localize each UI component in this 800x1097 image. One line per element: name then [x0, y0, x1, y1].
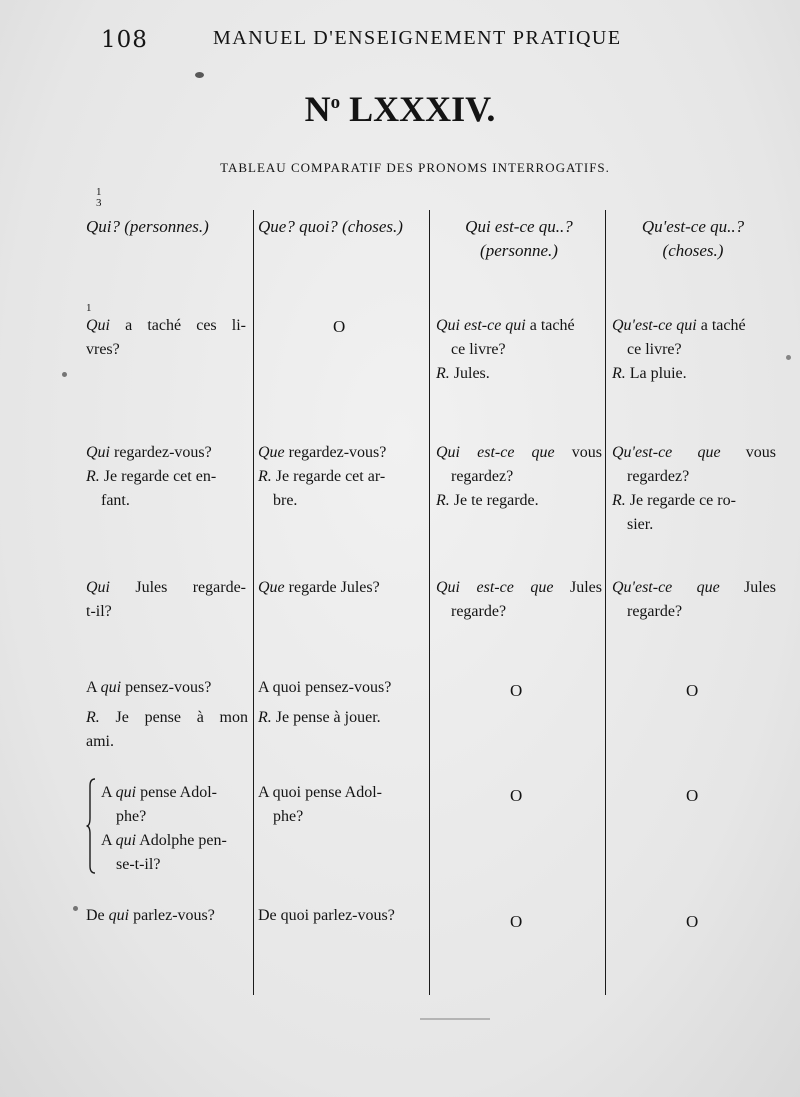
pronoun: qui: [115, 832, 137, 849]
table-cell: [612, 576, 776, 624]
empty-marker: O: [686, 681, 699, 700]
answer-text: Je pense à mon: [115, 709, 248, 726]
table-cell: [436, 576, 602, 624]
cell-line: t-il?: [86, 603, 112, 620]
cell-line: A quoi pense Adol-: [258, 784, 382, 801]
cell-line: [86, 706, 248, 730]
cell-text: a taché ces li-: [125, 317, 246, 334]
cell-line: [436, 314, 601, 338]
cell-text: parlez-vous?: [133, 907, 215, 924]
empty-marker: O: [686, 786, 699, 805]
table-cell: [436, 441, 602, 513]
table-cell: [101, 781, 248, 877]
answer-text: Je regarde cet ar-: [275, 468, 386, 485]
column-header-que-quoi: [258, 215, 428, 239]
cell-text: regardez-vous?: [288, 444, 387, 461]
cell-line: [258, 441, 428, 465]
cell-line: ce livre?: [627, 341, 682, 358]
cell-line: regarde?: [451, 603, 507, 620]
table-cell: [436, 314, 601, 386]
cell-line: [258, 706, 428, 730]
cell-line: phe?: [116, 808, 147, 825]
column-rule: [429, 210, 430, 995]
answer-mark: R.: [258, 468, 272, 485]
cell-text: De: [86, 907, 105, 924]
ink-speck: [786, 355, 791, 360]
cell-line: [101, 781, 248, 805]
table-cell: [86, 676, 248, 754]
answer-text: La pluie.: [629, 365, 687, 382]
pronoun: Qui est-ce que: [436, 444, 555, 461]
answer-mark: R.: [436, 492, 450, 509]
column-rule: [605, 210, 606, 995]
cell-text: A: [101, 832, 112, 849]
pronoun: Qui: [86, 444, 110, 461]
table-cell: [258, 441, 428, 513]
cell-line: regardez?: [627, 468, 690, 485]
table-cell: [86, 314, 246, 362]
cell-text: Jules regarde-: [135, 579, 246, 596]
cell-line: [258, 465, 428, 489]
answer-text: Je te regarde.: [453, 492, 539, 509]
section-number: [0, 88, 800, 130]
pronoun: Qu'est-ce qui: [612, 317, 697, 334]
cell-line: [612, 489, 776, 513]
footnote-fraction: [96, 187, 102, 209]
cell-line: [436, 362, 601, 386]
cell-text: regarde Jules?: [288, 579, 380, 596]
section-prefix: N: [304, 89, 331, 129]
answer-text: Je regarde ce ro-: [629, 492, 736, 509]
answer-text: Je pense à jouer.: [275, 709, 381, 726]
brace-icon: [86, 778, 96, 874]
cell-line: [86, 441, 248, 465]
pronoun: Que: [258, 579, 285, 596]
column-header-qu-est-ce: [612, 215, 774, 263]
cell-text: Adolphe pen-: [139, 832, 227, 849]
cell-line: phe?: [273, 808, 304, 825]
pronoun: Qui: [86, 579, 110, 596]
pronoun: Qui est-ce que: [436, 579, 554, 596]
cell-line: vres?: [86, 341, 120, 358]
column-header-line: Qui? (personnes.): [86, 217, 209, 236]
answer-mark: R.: [612, 492, 626, 509]
fraction-numerator: 1: [96, 186, 102, 198]
cell-line: [436, 441, 602, 465]
answer-text: Jules.: [453, 365, 490, 382]
cell-text: A: [101, 784, 112, 801]
empty-marker: O: [686, 912, 699, 931]
empty-marker: O: [333, 317, 346, 336]
cell-line: [86, 465, 248, 489]
fraction-denominator: 3: [96, 197, 102, 209]
section-roman: LXXXIV.: [349, 89, 496, 129]
empty-marker: O: [510, 912, 523, 931]
ink-speck: [73, 906, 78, 911]
pronoun: qui: [115, 784, 137, 801]
cell-text: A: [86, 679, 97, 696]
table-cell: [612, 314, 777, 386]
answer-text: Je regarde cet en-: [103, 468, 217, 485]
cell-line: regardez?: [451, 468, 514, 485]
table-title: TABLEAU COMPARATIF DES PRONOMS INTERROGATIFS.: [220, 160, 610, 175]
answer-mark: R.: [436, 365, 450, 382]
bleed-through-line: [420, 1018, 490, 1020]
pronoun: qui: [108, 907, 130, 924]
table-cell: [258, 781, 428, 829]
cell-line: [612, 314, 777, 338]
page-number: 108: [101, 27, 148, 53]
cell-text: vous: [571, 444, 603, 461]
answer-mark: R.: [258, 709, 272, 726]
column-header-line: Qui est-ce qu..?: [465, 217, 573, 236]
cell-text: Jules: [744, 579, 776, 596]
empty-marker: O: [510, 681, 523, 700]
column-header-line: Qu'est-ce qu..?: [641, 217, 745, 236]
table-cell: [86, 576, 246, 624]
ink-speck: [195, 72, 204, 78]
cell-text: a taché: [529, 317, 575, 334]
cell-line: [612, 441, 776, 465]
pronoun: Qui est-ce qui: [436, 317, 526, 334]
answer-mark: R.: [612, 365, 626, 382]
cell-line: [436, 576, 602, 600]
cell-line: [612, 362, 777, 386]
column-header-qui-est-ce: [436, 215, 602, 263]
pronoun: Qui: [86, 317, 110, 334]
cell-line: ce livre?: [451, 341, 506, 358]
cell-text: pensez-vous?: [125, 679, 212, 696]
row-footnote-mark: 1: [86, 302, 92, 314]
pronoun: qui: [100, 679, 122, 696]
cell-line: regarde?: [627, 603, 683, 620]
answer-mark: R.: [86, 468, 100, 485]
column-header-line: Que? quoi? (choses.): [258, 217, 403, 236]
cell-line: A quoi pensez-vous?: [258, 679, 392, 696]
cell-line: [86, 676, 248, 700]
cell-text: a taché: [700, 317, 746, 334]
table-cell: [612, 441, 776, 537]
column-header-line: (choses.): [662, 241, 724, 260]
cell-line: ami.: [86, 733, 114, 750]
table-cell: [86, 441, 248, 513]
cell-text: vous: [745, 444, 776, 461]
cell-line: bre.: [273, 492, 298, 509]
table-cell: [258, 576, 428, 600]
answer-mark: R.: [86, 709, 100, 726]
cell-line: se-t-il?: [116, 856, 161, 873]
cell-line: [86, 314, 246, 338]
cell-line: fant.: [101, 492, 130, 509]
empty-marker: O: [510, 786, 523, 805]
cell-line: [101, 829, 248, 853]
cell-line: [86, 904, 248, 928]
cell-text: regardez-vous?: [114, 444, 212, 461]
running-head: MANUEL D'ENSEIGNEMENT PRATIQUE: [213, 27, 622, 49]
cell-line: [612, 576, 776, 600]
column-header-line: (personne.): [480, 241, 558, 260]
pronoun: Qu'est-ce que: [612, 444, 721, 461]
column-header-qui: [86, 215, 248, 239]
table-cell: [86, 904, 248, 928]
ink-speck: [62, 372, 67, 377]
cell-line: [258, 576, 428, 600]
pronoun: Qu'est-ce que: [612, 579, 720, 596]
pronoun: Que: [258, 444, 285, 461]
table-cell: [258, 904, 428, 928]
cell-line: [86, 576, 246, 600]
section-prefix-sup: o: [330, 92, 341, 113]
column-rule: [253, 210, 254, 995]
cell-line: sier.: [627, 516, 654, 533]
cell-text: pense Adol-: [140, 784, 217, 801]
table-cell: [258, 676, 428, 730]
cell-text: Jules: [570, 579, 602, 596]
cell-line: [436, 489, 602, 513]
cell-line: De quoi parlez-vous?: [258, 907, 395, 924]
